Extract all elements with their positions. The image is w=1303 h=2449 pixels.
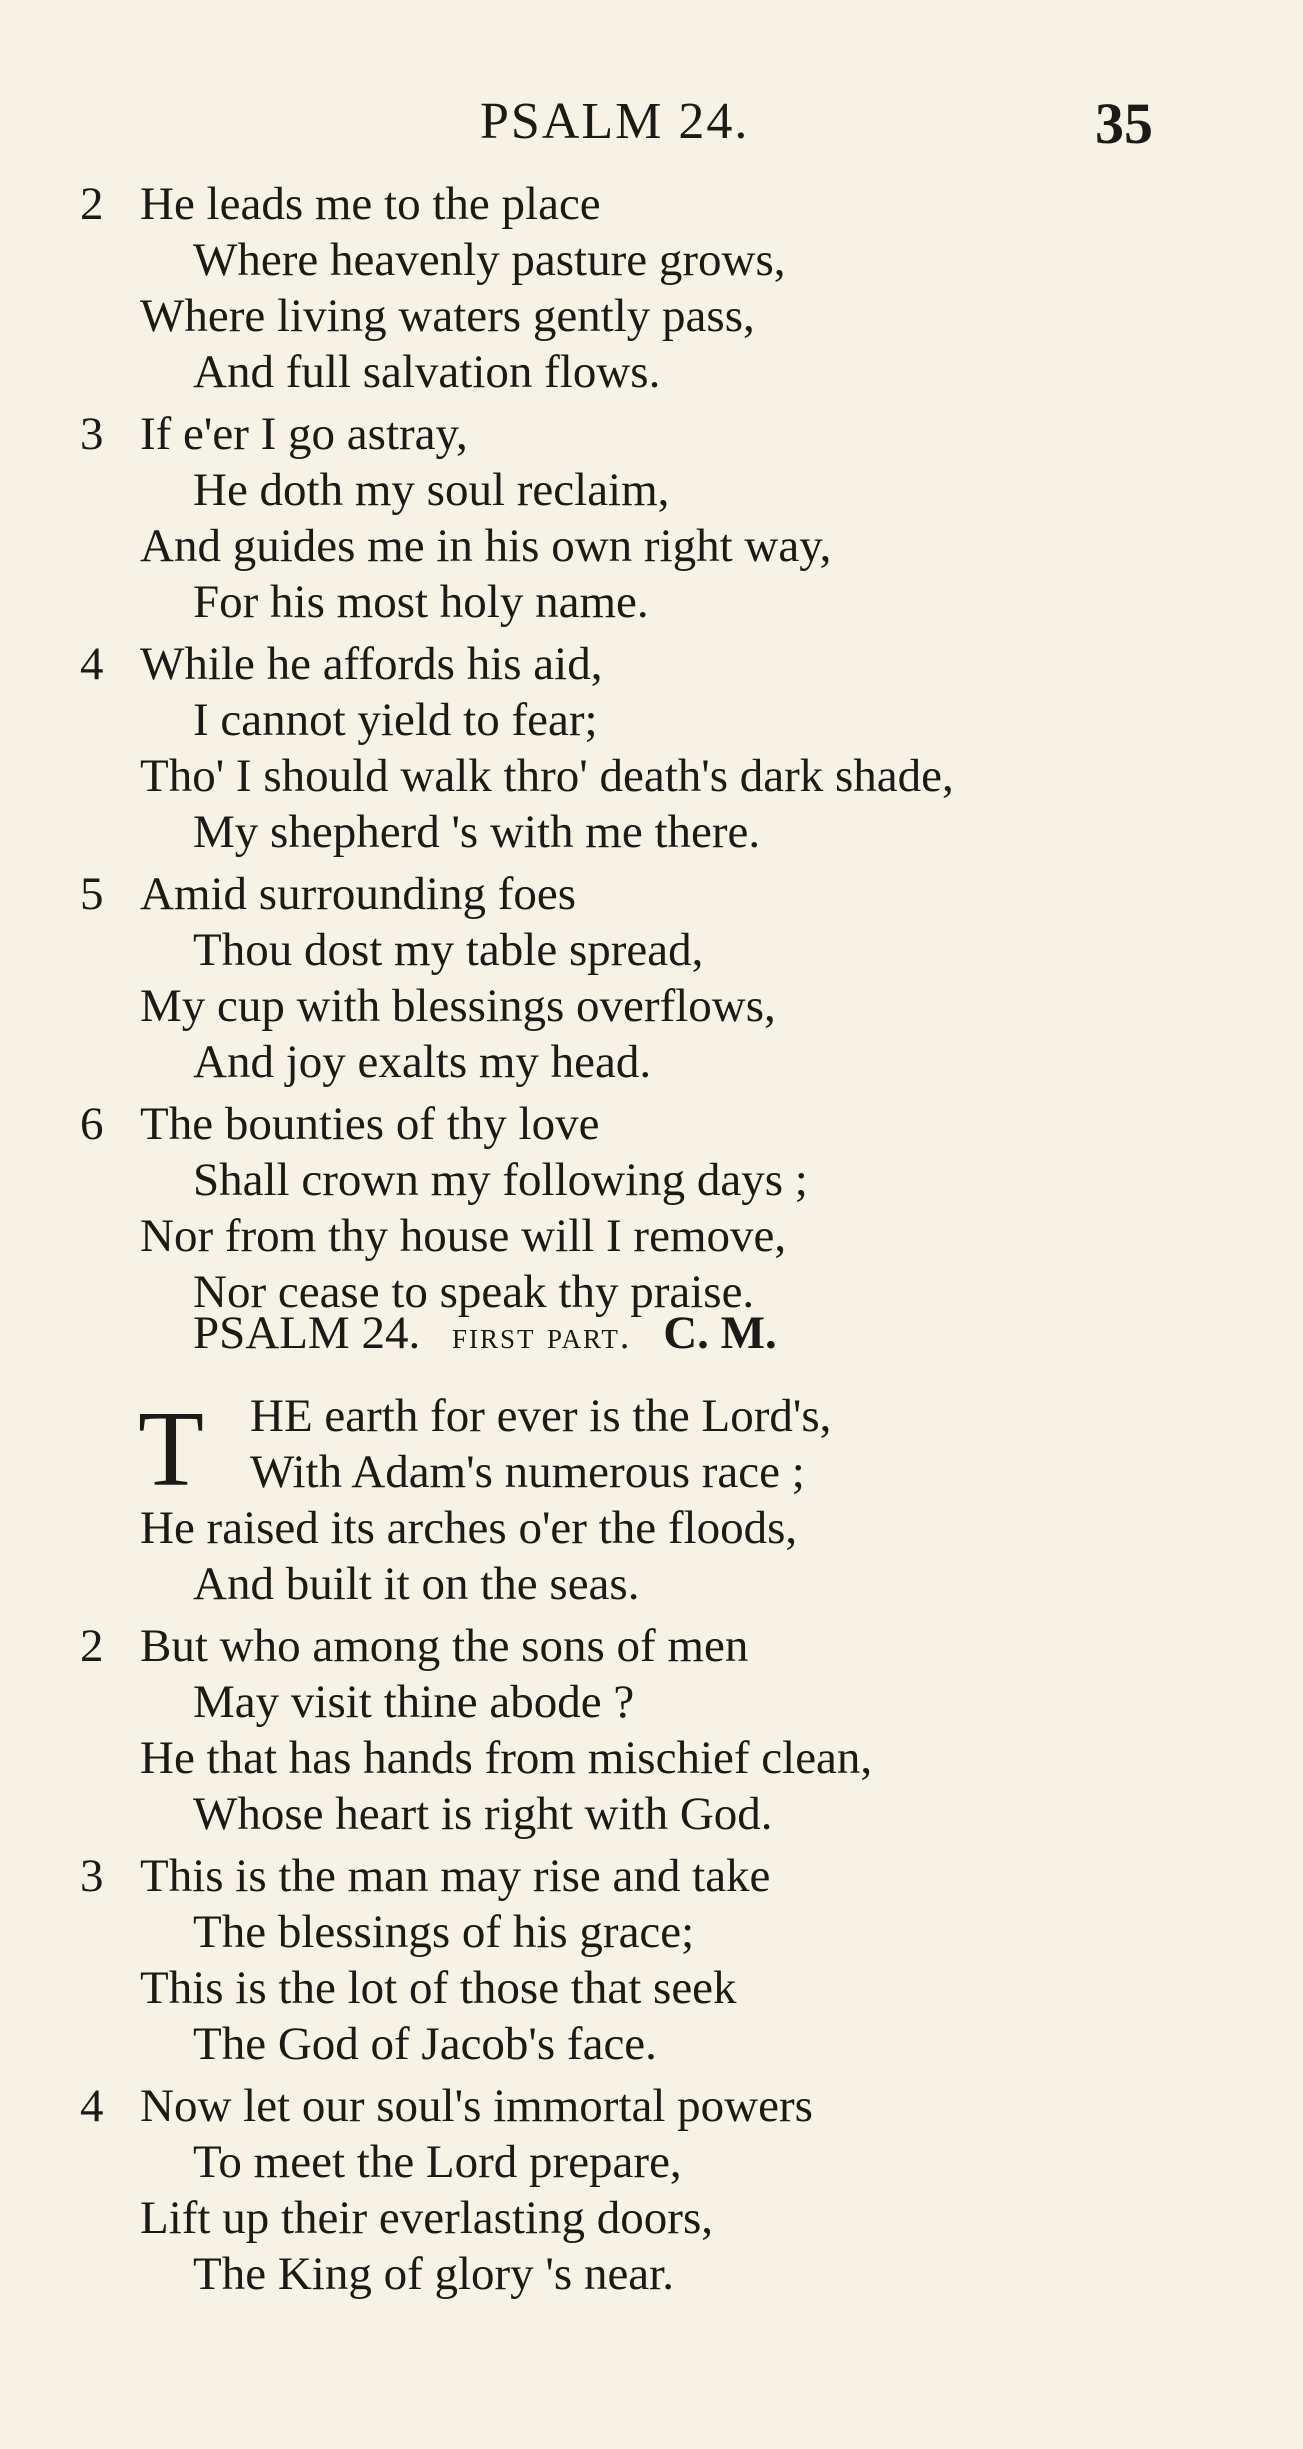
psalm-heading bbox=[193, 1305, 777, 1364]
page-header bbox=[0, 92, 1303, 162]
verse-line: To meet the Lord prepare, bbox=[193, 2136, 682, 2188]
part-label: first part. bbox=[451, 1315, 632, 1357]
verse-line: And guides me in his own right way, bbox=[140, 520, 832, 572]
verse-line: While he affords his aid, bbox=[140, 638, 603, 690]
verse-line: HE earth for ever is the Lord's, bbox=[250, 1390, 832, 1442]
verse-line: For his most holy name. bbox=[193, 576, 649, 628]
verse-line: He doth my soul reclaim, bbox=[193, 464, 670, 516]
verse-line: Where heavenly pasture grows, bbox=[193, 234, 786, 286]
verse-line: But who among the sons of men bbox=[140, 1620, 749, 1672]
verse-line: He leads me to the place bbox=[140, 178, 601, 230]
verse-line: The bounties of thy love bbox=[140, 1098, 600, 1150]
verse-line: Whose heart is right with God. bbox=[193, 1788, 773, 1840]
psalm-title: PSALM 24. bbox=[193, 1307, 421, 1359]
verse-line: He that has hands from mischief clean, bbox=[140, 1732, 873, 1784]
verse-line: This is the man may rise and take bbox=[140, 1850, 771, 1902]
stanza-number: 5 bbox=[80, 868, 104, 920]
verse-line: And built it on the seas. bbox=[193, 1558, 640, 1610]
verse-line: I cannot yield to fear; bbox=[193, 694, 598, 746]
running-title: PSALM 24. bbox=[480, 93, 750, 150]
stanza-number: 2 bbox=[80, 178, 104, 230]
stanza-number: 3 bbox=[80, 408, 104, 460]
page-number: 35 bbox=[1095, 91, 1153, 156]
verse-line: My cup with blessings overflows, bbox=[140, 980, 776, 1032]
verse-line: Nor cease to speak thy praise. bbox=[193, 1266, 755, 1318]
stanza-number: 2 bbox=[80, 1620, 104, 1672]
meter-label: C. M. bbox=[663, 1307, 777, 1359]
verse-line: Shall crown my following days ; bbox=[193, 1154, 808, 1206]
verse-line: The blessings of his grace; bbox=[193, 1906, 695, 1958]
verse-line: He raised its arches o'er the floods, bbox=[140, 1502, 798, 1554]
verse-line: Tho' I should walk thro' death's dark shade, bbox=[140, 750, 954, 802]
verse-line: And joy exalts my head. bbox=[193, 1036, 652, 1088]
verse-line: Now let our soul's immortal powers bbox=[140, 2080, 813, 2132]
verse-line: The King of glory 's near. bbox=[193, 2248, 674, 2300]
verse-line: Amid surrounding foes bbox=[140, 868, 577, 920]
verse-line: And full salvation flows. bbox=[193, 346, 661, 398]
verse-line: With Adam's numerous race ; bbox=[250, 1446, 805, 1498]
verse-line: Lift up their everlasting doors, bbox=[140, 2192, 713, 2244]
stanza-number: 4 bbox=[80, 2080, 104, 2132]
verse-line: Nor from thy house will I remove, bbox=[140, 1210, 787, 1262]
drop-cap: T bbox=[138, 1390, 204, 1509]
verse-line: This is the lot of those that seek bbox=[140, 1962, 737, 2014]
verse-line: Where living waters gently pass, bbox=[140, 290, 755, 342]
verse-line: Thou dost my table spread, bbox=[193, 924, 704, 976]
verse-line: If e'er I go astray, bbox=[140, 408, 468, 460]
stanza-number: 4 bbox=[80, 638, 104, 690]
stanza-number: 6 bbox=[80, 1098, 104, 1150]
verse-line: May visit thine abode ? bbox=[193, 1676, 635, 1728]
verse-line: My shepherd 's with me there. bbox=[193, 806, 761, 858]
verse-line: The God of Jacob's face. bbox=[193, 2018, 657, 2070]
stanza-number: 3 bbox=[80, 1850, 104, 1902]
